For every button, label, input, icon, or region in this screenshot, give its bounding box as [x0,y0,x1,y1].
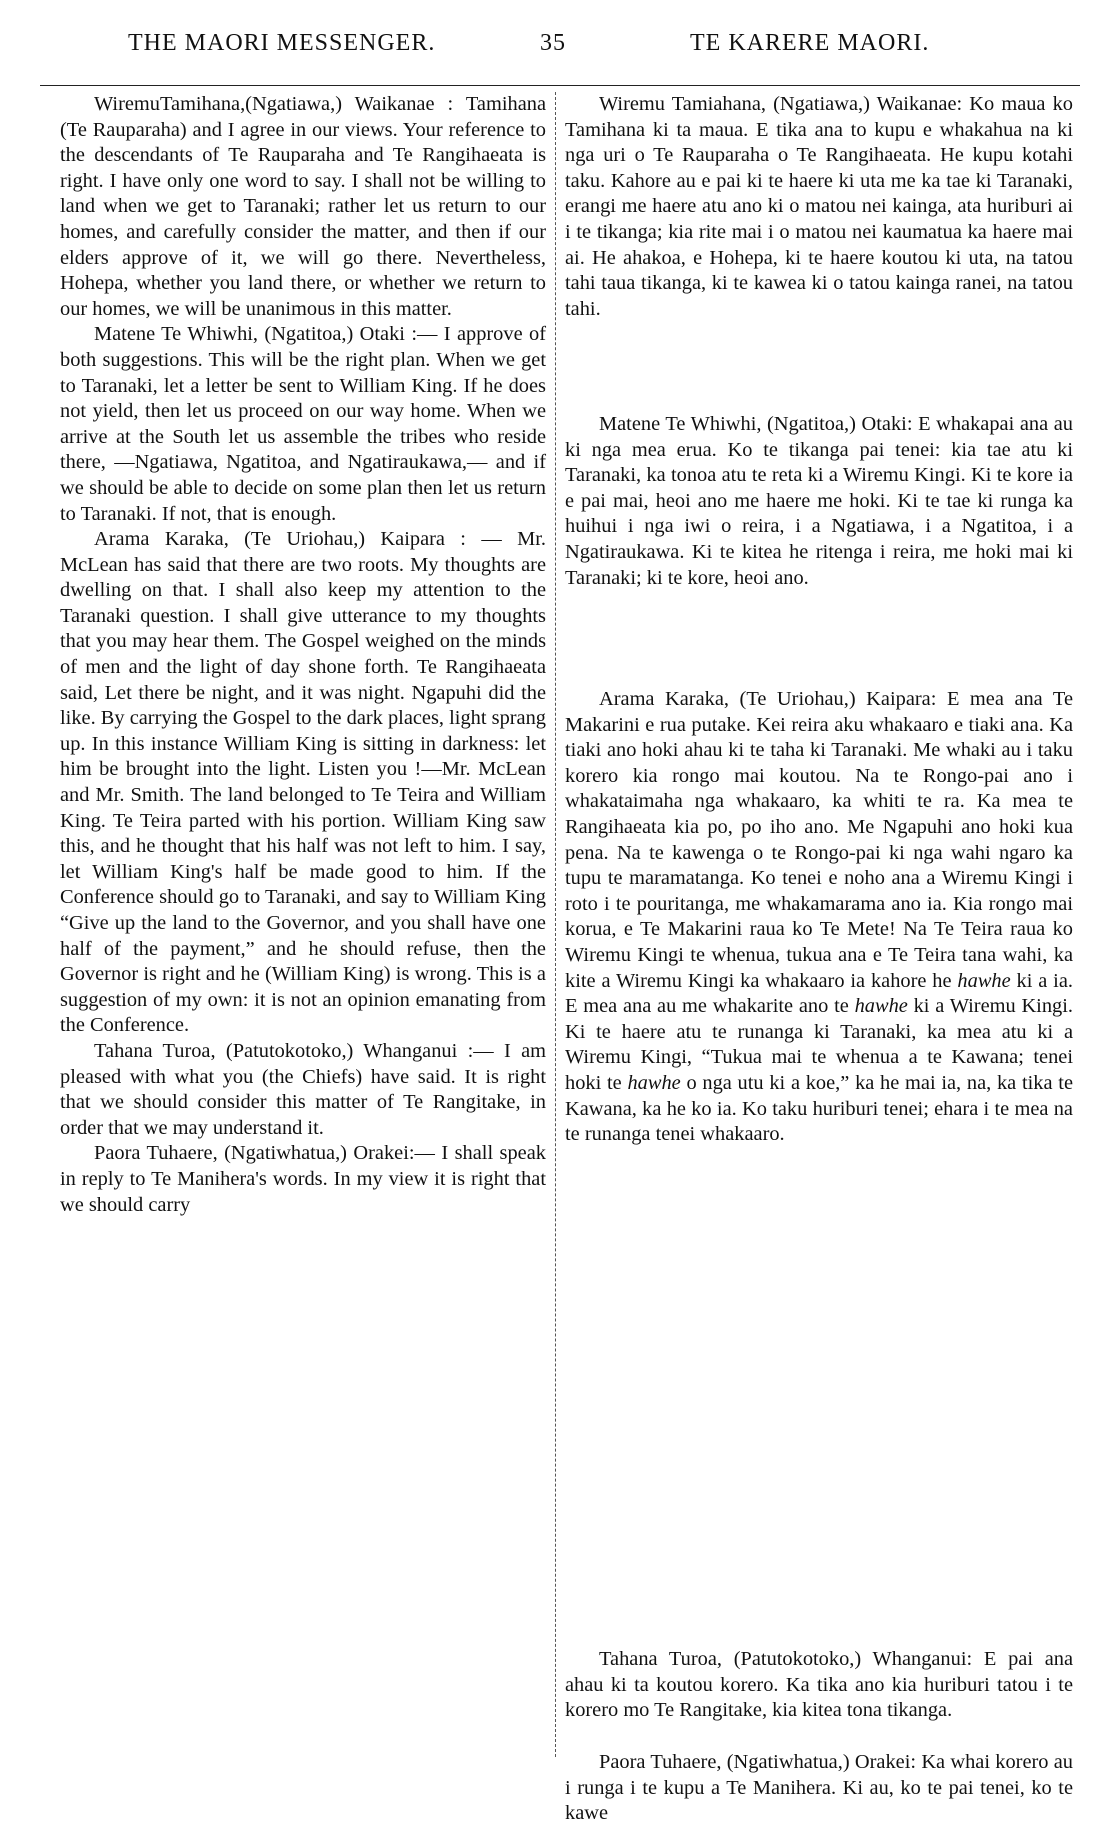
speech-part: E mea ana Te Makarini e rua putake. Kei reira aku whakaaro e tiaki ana. Ka tiaki ano hoki ahau ki te taha ki Taranaki. Me whaki au i taku korero kia rongo mai koutou. Na te Rongo-pai ano i whakataimaha nga whakaaro, ka whiti te ra. Ka mea te Rangihaeata kia po, po iho ano. Me Ngapuhi ano hoki kua pena. Na te kawenga o te Rongo-pai ki nga wahi ngaro ka tupu te maramatanga. Ko tenei e noho ana a Wiremu Kingi i roto i te pouritanga, me whakamarama ano ia. Kia rongo mai korua, e Te Makarini raua ko Te Mete! Na Te Teira raua ko Wiremu Kingi te whenua, tukua ana e Te Teira tana wahi, ka kite a Wiremu Kingi ka whakaaro ia kahore he [565,688,1073,992]
english-paragraph-tamihana [60,92,546,322]
column-divider [555,92,556,1757]
speaker: Arama Karaka, (Te Uriohau,) Kaipara : — [94,528,502,551]
maori-paragraph-tamihana [565,92,1073,322]
speech: Ko maua ko Tamihana ki ta maua. E tika ana to kupu e whakahua na ki nga uri o Te Rauparaha o Te Rangihaeata. He kupu kotahi taku. Kahore au e pai ki te haere ki uta me ka tae ki Taranaki, erangi me haere atu ano ki o matou nei kainga, ata huriburi ai i te tikanga; kia rite mai i o matou nei kaumatua ka haere mai ai. He ahakoa, e Hohepa, ki te haere koutou ki uta, na tatou tahi taua tikanga, ki te kawea ki o tatou kainga ranei, na tatou tahi. [565,93,1073,320]
speech-part: ki a ia. E mea ana au me whakarite ano te [565,969,1073,1018]
speech-part: o nga utu ki a koe,” ka he mai ia, na, ka tika te Kawana, ka he ko ia. Ko taku huriburi tenei; ehara i te mea na te runanga tenei whakaaro. [565,1071,1073,1146]
speaker: Wiremu Tamiahana, (Ngatiawa,) Waikanae: [599,93,963,115]
maori-paragraph-paora [565,1750,1073,1827]
speech-part: ki a Wiremu Kingi. Ki te haere atu te runanga ki Taranaki, ka mea atu ki a Wiremu Kingi, “Tukua mai te whenua a te Kawana; tenei hoki te [565,995,1074,1094]
maori-paragraph-arama [565,687,1073,1148]
maori-title: TE KARERE MAORI. [690,30,930,56]
maori-paragraph-tahana [565,1647,1073,1724]
speaker: Arama Karaka, (Te Uriohau,) Kaipara: [599,688,937,710]
page-header [0,30,1114,70]
speech: I am pleased with what you (the Chiefs) have said. It is right that we should consider this matter of Te Rangitake, in order that we may understand it. [60,1039,546,1139]
speech: Ka whai korero au i runga i te kupu a Te Manihera. Ki au, ko te pai tenei, ko te kawe [565,1751,1073,1825]
speech: E pai ana ahau ki ta koutou korero. Ka tika ano kia huriburi tatou i te korero mo Te Rangitake, kia kitea tona tikanga. [565,1648,1073,1722]
speech: Mr. McLean has said that there are two roots. My thoughts are dwelling on that. I shall also keep my attention to the Taranaki question. I shall give utterance to my thoughts that you may hear them. The Gospel weighed on the minds of men and the light of day shone forth. Te Rangihaeata said, Let there be night, and it was night. Ngapuhi did the like. By carrying the Gospel to the dark places, light sprang up. In this instance William King is sitting in darkness: let him be brought into the light. Listen you !—Mr. McLean and Mr. Smith. The land belonged to Te Teira and William King. Te Teira parted with his portion. William King saw this, and he thought that his half was not left to him. I say, let William King's half be made good to him. If the Conference should go to Taranaki, and say to William King “Give up the land to the Governor, and you shall have one half of the payment,” and he should refuse, then the Governor is right and he (William King) is wrong. This is a suggestion of my own: it is not an opinion emanating from the Conference. [60,528,546,1037]
speaker: Tahana Turoa, (Patutokotoko,) Whanganui: [599,1648,973,1670]
speaker: Paora Tuhaere, (Ngatiwhatua,) Orakei:— [94,1142,435,1165]
speech: I approve of both suggestions. This will be the right plan. When we get to Taranaki, let a letter be sent to William King. If he does not yield, then let us proceed on our way home. When we arrive at the South let us assemble the tribes who reside there, —Ngatiawa, Ngatitoa, and Ngatiraukawa,— and if we should be able to decide on some plan then let us return to Taranaki. If not, that is enough. [60,323,546,525]
english-column [60,92,546,1218]
english-paragraph-arama [60,527,546,1039]
maori-paragraph-matene [565,412,1073,591]
speaker: Matene Te Whiwhi, (Ngatitoa,) Otaki: [599,413,913,435]
speaker: WiremuTamihana,(Ngatiawa,) Waikanae : [94,93,454,115]
speaker: Paora Tuhaere, (Ngatiwhatua,) Orakei: [599,1751,917,1773]
english-paragraph-tahana [60,1039,546,1141]
speech: Tamihana (Te Rauparaha) and I agree in our views. Your reference to the descendants of Te Rauparaha and Te Rangihaeata is right. I have only one word to say. I shall not be willing to land when we get to Taranaki; rather let us return to our homes, and carefully consider the matter, and then if our elders approve of it, we will go there. Nevertheless, Hohepa, whether you land there, or whether we return to our homes, we will be unanimous in this matter. [60,93,546,320]
speaker: Matene Te Whiwhi, (Ngatitoa,) Otaki :— [94,323,438,346]
italic-word: hawhe [854,995,908,1018]
header-rule [40,85,1080,86]
speech: I shall speak in reply to Te Manihera's words. In my view it is right that we should carry [60,1142,546,1216]
english-title: THE MAORI MESSENGER. [128,30,436,56]
speaker: Tahana Turoa, (Patutokotoko,) Whanganui :— [94,1039,494,1062]
speech: E whakapai ana au ki nga mea erua. Ko te tikanga pai tenei: kia tae atu ki Taranaki, ka tonoa atu te reta ki a Wiremu Kingi. Ki te kore ia e pai mai, heoi ano me haere me hoki. Ki te tae ki runga ka huihui i nga iwi o reira, i a Ngatiawa, i a Ngatitoa, i a Ngatiraukawa. Ki te kitea he ritenga i reira, me hoki mai ki Taranaki; ki te kore, heoi ano. [565,413,1073,589]
italic-word: hawhe [957,969,1011,992]
english-paragraph-matene [60,322,546,527]
italic-word: hawhe [627,1071,681,1094]
english-paragraph-paora [60,1141,546,1218]
page-number: 35 [540,30,566,56]
